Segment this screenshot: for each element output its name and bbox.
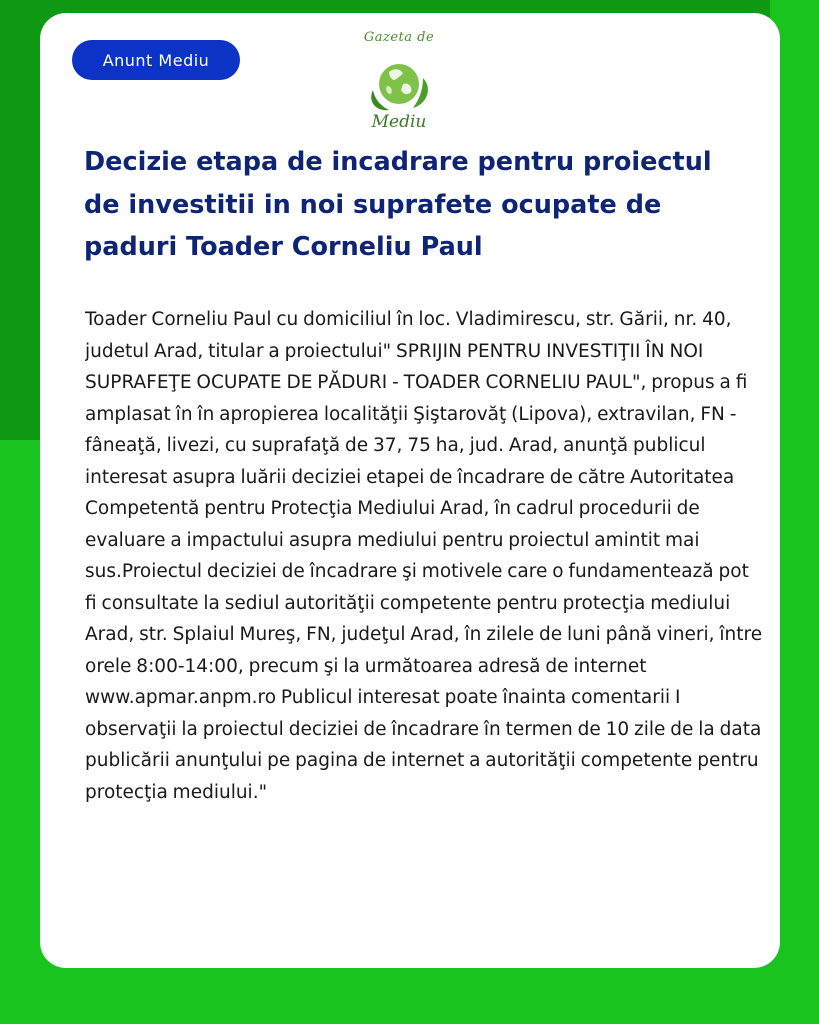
announcement-card: [40, 13, 780, 968]
globe-leaf-icon: [363, 52, 435, 116]
article-body: Toader Corneliu Paul cu domiciliul în loc. Vladimirescu, str. Gării, nr. 40, judetul Arad, titular a proiectului" SPRIJIN PENTRU INVESTIŢII ÎN NOI SUPRAFEŢE OCUPATE DE PĂDURI - TOADER CORNELIU PAUL", propus a fi amplasat în în apropierea localităţii Şiştarovăţ (Lipova), extravilan, FN - fâneaţă, livezi, cu suprafaţă de 37, 75 ha, jud. Arad, anunţă publicul interesat asupra luării deciziei etapei de încadrare de către Autoritatea Competentă pentru Protecţia Mediului Arad, în cadrul procedurii de evaluare a impactului asupra mediului pentru proiectul amintit mai sus.Proiectul deciziei de încadrare şi motivele care o fundamentează pot fi consultate la sediul autorităţii competente pentru protecţia mediului Arad, str. Splaiul Mureş, FN, judeţul Arad, în zilele de luni până vineri, între orele 8:00-14:00, precum şi la următoarea adresă de internet www.apmar.anpm.ro Publicul interesat poate înainta comentarii I observaţii la proiectul deciziei de încadrare în termen de 10 zile de la data publicării anunţului pe pagina de internet a autorităţii competente pentru protecţia mediului.": [85, 309, 763, 803]
category-badge[interactable]: Anunt Mediu: [72, 40, 240, 80]
gazeta-de-mediu-logo[interactable]: [358, 30, 440, 146]
logo-bottom-text: Mediu: [371, 112, 427, 132]
logo-top-text: Gazeta de: [363, 30, 435, 45]
article-title: Decizie etapa de incadrare pentru proiectul de investitii in noi suprafete ocupate de paduri Toader Corneliu Paul: [84, 147, 712, 262]
